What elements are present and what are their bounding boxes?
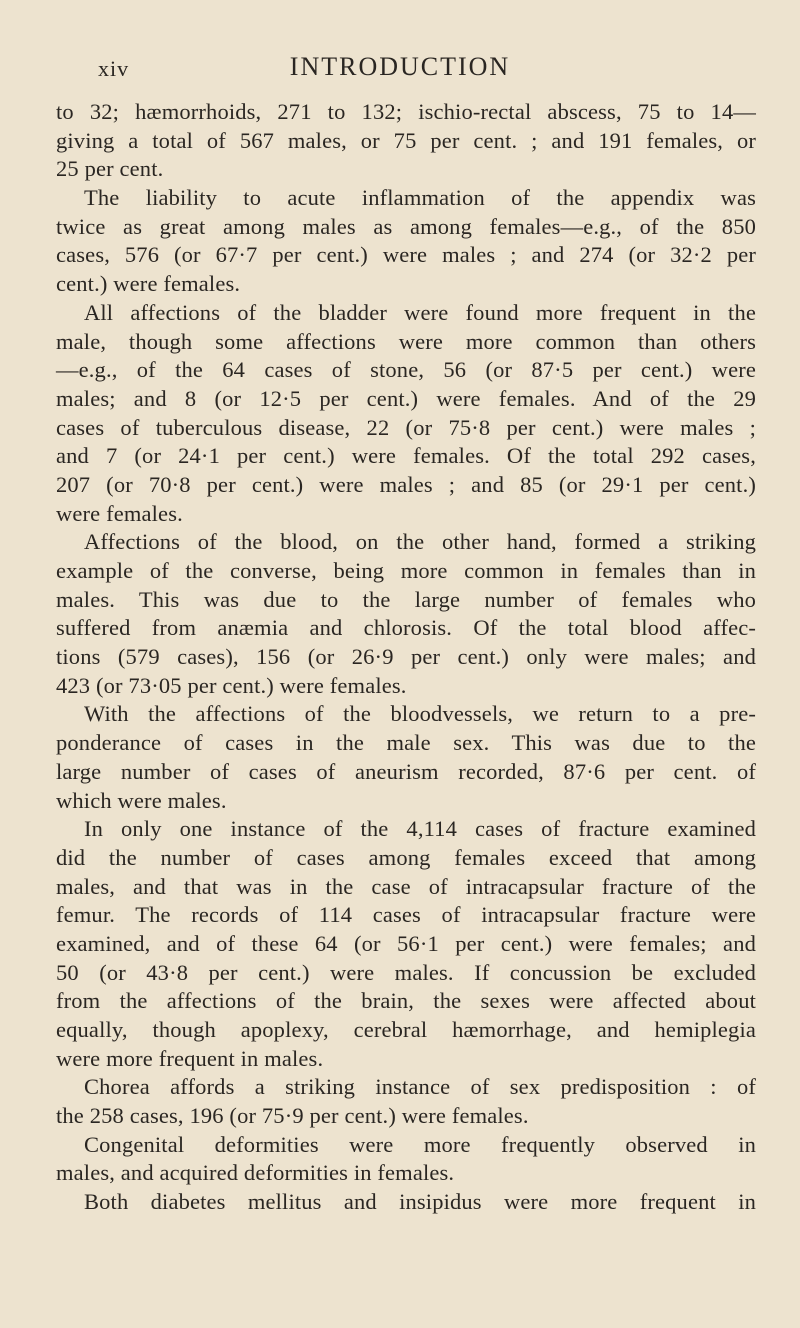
text-line: cent.) were females. [56, 271, 241, 297]
text-line: equally, though apoplexy, cerebral hæmorrhage, and hemiplegia [56, 1017, 756, 1042]
text-line: In only one instance of the 4,114 cases of fracture examined [84, 816, 756, 842]
text-line: suffered from anæmia and chlorosis. Of the total blood affec- [56, 615, 756, 641]
text-line: With the affections of the bloodvessels, we return to a pre- [84, 701, 756, 727]
page-header [0, 52, 800, 92]
text-line: Chorea affords a striking instance of sex predisposition : of [84, 1074, 756, 1100]
running-head: INTRODUCTION [289, 52, 511, 81]
text-line: which were males. [56, 787, 227, 813]
text-line: males, and acquired deformities in females. [56, 1160, 455, 1186]
text-line: were more frequent in males. [56, 1045, 324, 1071]
text-line: twice as great among males as among females—e.g., of the 850 [56, 213, 756, 239]
text-line: example of the converse, being more common in females than in [56, 558, 756, 583]
text-line: The liability to acute inflammation of the appendix was [84, 185, 756, 211]
body-text [56, 98, 756, 1217]
text-line: cases of tuberculous disease, 22 (or 75·8 per cent.) were males ; [56, 414, 756, 440]
page-number: xiv [98, 56, 130, 81]
text-line: giving a total of 567 males, or 75 per cent. ; and 191 females, or [56, 127, 756, 153]
text-line: did the number of cases among females exceed that among [56, 844, 756, 870]
text-line: 50 (or 43·8 per cent.) were males. If concussion be excluded [56, 959, 756, 985]
text-line: and 7 (or 24·1 per cent.) were females. Of the total 292 cases, [56, 443, 756, 469]
text-line: males. This was due to the large number of females who [56, 586, 756, 612]
text-line: Congenital deformities were more frequently observed in [84, 1131, 756, 1157]
text-line: males, and that was in the case of intracapsular fracture of the [56, 873, 756, 899]
text-line: males; and 8 (or 12·5 per cent.) were females. And of the 29 [56, 385, 756, 411]
text-line: 25 per cent. [56, 156, 164, 182]
text-line: 423 (or 73·05 per cent.) were females. [56, 672, 407, 698]
text-line: femur. The records of 114 cases of intracapsular fracture were [56, 902, 756, 928]
text-line: tions (579 cases), 156 (or 26·9 per cent.) only were males; and [56, 644, 756, 670]
text-line: to 32; hæmorrhoids, 271 to 132; ischio-rectal abscess, 75 to 14— [56, 99, 756, 124]
text-line: Affections of the blood, on the other hand, formed a striking [84, 529, 756, 555]
text-line: cases, 576 (or 67·7 per cent.) were males ; and 274 (or 32·2 per [56, 242, 756, 268]
text-line: ponderance of cases in the male sex. This was due to the [56, 730, 756, 756]
text-line: were females. [56, 500, 183, 526]
text-line: male, though some affections were more common than others [56, 328, 756, 354]
text-line: examined, and of these 64 (or 56·1 per cent.) were females; and [56, 930, 756, 956]
text-line: the 258 cases, 196 (or 75·9 per cent.) were females. [56, 1103, 529, 1129]
text-line: 207 (or 70·8 per cent.) were males ; and 85 (or 29·1 per cent.) [56, 471, 756, 497]
text-line: All affections of the bladder were found more frequent in the [84, 299, 756, 325]
text-line: —e.g., of the 64 cases of stone, 56 (or 87·5 per cent.) were [56, 357, 756, 383]
text-line: large number of cases of aneurism recorded, 87·6 per cent. of [56, 758, 756, 784]
text-line: Both diabetes mellitus and insipidus were more frequent in [84, 1189, 756, 1215]
text-line: from the affections of the brain, the sexes were affected about [56, 988, 756, 1014]
